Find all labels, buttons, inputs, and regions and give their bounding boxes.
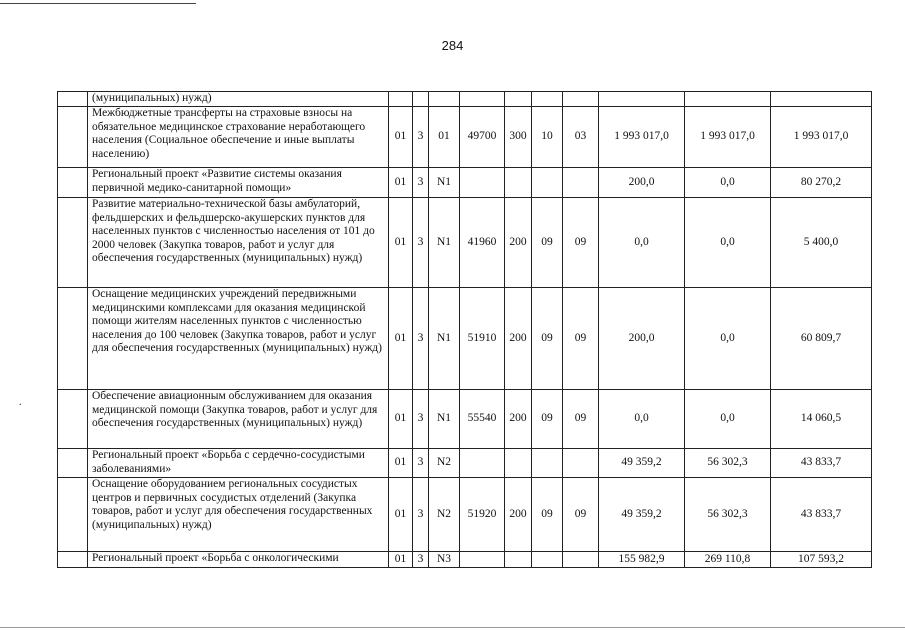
amount-cell: 0,0 <box>685 198 771 288</box>
code-cell <box>460 92 505 107</box>
table-row <box>58 449 872 478</box>
amount-cell: 0,0 <box>599 390 685 449</box>
description-cell: Оснащение оборудованием региональных сосудистых центров и первичных сосудистых отделений (Закупка товаров, работ и услуг для обеспечения государственных (муниципальных) нужд) <box>88 478 389 552</box>
code-cell <box>563 449 599 478</box>
code-cell <box>532 552 563 568</box>
table-row <box>58 478 872 552</box>
code-cell <box>563 168 599 198</box>
code-cell <box>460 449 505 478</box>
code-cell: 3 <box>413 390 429 449</box>
code-cell: 3 <box>413 198 429 288</box>
code-cell: 09 <box>532 198 563 288</box>
table-row <box>58 198 872 288</box>
number-cell <box>58 168 88 198</box>
code-cell <box>532 168 563 198</box>
amount-cell <box>685 92 771 107</box>
amount-cell: 200,0 <box>599 288 685 390</box>
table-row <box>58 552 872 568</box>
code-cell: N2 <box>429 449 460 478</box>
code-cell: 200 <box>505 288 532 390</box>
code-cell: 01 <box>389 552 413 568</box>
description-cell: Обеспечение авиационным обслуживанием для оказания медицинской помощи (Закупка товаров, работ и услуг для обеспечения государственных (муниципальных) нужд) <box>88 390 389 449</box>
amount-cell <box>599 92 685 107</box>
code-cell: 03 <box>563 107 599 168</box>
code-cell: 01 <box>389 198 413 288</box>
number-cell <box>58 390 88 449</box>
code-cell <box>389 92 413 107</box>
budget-table <box>57 91 872 568</box>
code-cell: 09 <box>563 288 599 390</box>
amount-cell: 107 593,2 <box>771 552 872 568</box>
code-cell <box>460 168 505 198</box>
code-cell <box>563 552 599 568</box>
table-row <box>58 107 872 168</box>
amount-cell: 56 302,3 <box>685 478 771 552</box>
code-cell: 01 <box>389 107 413 168</box>
number-cell <box>58 92 88 107</box>
code-cell: 3 <box>413 107 429 168</box>
number-cell <box>58 449 88 478</box>
code-cell: N1 <box>429 288 460 390</box>
page-number: 284 <box>441 38 464 53</box>
code-cell: 09 <box>532 288 563 390</box>
table-row <box>58 288 872 390</box>
code-cell: N1 <box>429 198 460 288</box>
code-cell <box>429 92 460 107</box>
description-cell: Оснащение медицинских учреждений передвижными медицинскими комплексами для оказания медицинской помощи жителям населенных пунктов с численностью населения до 100 человек (Закупка товаров, работ и услуг для обеспечения государственных (муниципальных) нужд) <box>88 288 389 390</box>
code-cell: 01 <box>389 168 413 198</box>
amount-cell: 60 809,7 <box>771 288 872 390</box>
code-cell: 300 <box>505 107 532 168</box>
description-cell: Развитие материально-технической базы амбулаторий, фельдшерских и фельдшерско-акушерских пунктов для населенных пунктов с численностью населения от 101 до 2000 человек (Закупка товаров, работ и услуг для обеспечения государственных (муниципальных) нужд) <box>88 198 389 288</box>
description-cell: Региональный проект «Борьба с сердечно-сосудистыми заболеваниями» <box>88 449 389 478</box>
table-row <box>58 168 872 198</box>
code-cell <box>505 449 532 478</box>
amount-cell: 43 833,7 <box>771 449 872 478</box>
code-cell <box>532 92 563 107</box>
amount-cell: 0,0 <box>685 390 771 449</box>
table-row <box>58 390 872 449</box>
description-cell: Межбюджетные трансферты на страховые взносы на обязательное медицинское страхование неработающего населения (Социальное обеспечение и иные выплаты населению) <box>88 107 389 168</box>
amount-cell: 49 359,2 <box>599 478 685 552</box>
code-cell: N2 <box>429 478 460 552</box>
code-cell: 09 <box>563 390 599 449</box>
amount-cell: 14 060,5 <box>771 390 872 449</box>
code-cell <box>505 552 532 568</box>
amount-cell: 0,0 <box>685 168 771 198</box>
amount-cell: 1 993 017,0 <box>599 107 685 168</box>
code-cell: 55540 <box>460 390 505 449</box>
code-cell: 09 <box>563 198 599 288</box>
amount-cell: 49 359,2 <box>599 449 685 478</box>
description-cell: Региональный проект «Борьба с онкологическими <box>88 552 389 568</box>
number-cell <box>58 288 88 390</box>
amount-cell: 80 270,2 <box>771 168 872 198</box>
amount-cell: 5 400,0 <box>771 198 872 288</box>
code-cell <box>532 449 563 478</box>
margin-mark: . <box>19 397 22 408</box>
number-cell <box>58 198 88 288</box>
code-cell <box>505 92 532 107</box>
code-cell: 51920 <box>460 478 505 552</box>
code-cell <box>505 168 532 198</box>
amount-cell: 200,0 <box>599 168 685 198</box>
amount-cell: 0,0 <box>685 288 771 390</box>
description-cell: (муниципальных) нужд) <box>88 92 389 107</box>
number-cell <box>58 107 88 168</box>
code-cell <box>460 552 505 568</box>
code-cell: 3 <box>413 478 429 552</box>
code-cell: 200 <box>505 198 532 288</box>
code-cell: 51910 <box>460 288 505 390</box>
amount-cell: 1 993 017,0 <box>685 107 771 168</box>
number-cell <box>58 478 88 552</box>
amount-cell <box>771 92 872 107</box>
amount-cell: 155 982,9 <box>599 552 685 568</box>
top-rule <box>0 3 196 4</box>
code-cell: 01 <box>389 390 413 449</box>
code-cell: 01 <box>429 107 460 168</box>
bottom-rule <box>0 627 905 628</box>
amount-cell: 43 833,7 <box>771 478 872 552</box>
code-cell: 41960 <box>460 198 505 288</box>
code-cell: N1 <box>429 168 460 198</box>
code-cell: 3 <box>413 168 429 198</box>
code-cell: 01 <box>389 449 413 478</box>
code-cell: 200 <box>505 478 532 552</box>
code-cell <box>413 92 429 107</box>
amount-cell: 0,0 <box>599 198 685 288</box>
code-cell: 3 <box>413 288 429 390</box>
code-cell: 10 <box>532 107 563 168</box>
amount-cell: 56 302,3 <box>685 449 771 478</box>
code-cell: N3 <box>429 552 460 568</box>
code-cell: 49700 <box>460 107 505 168</box>
code-cell: 01 <box>389 288 413 390</box>
code-cell: 200 <box>505 390 532 449</box>
code-cell: N1 <box>429 390 460 449</box>
code-cell: 3 <box>413 552 429 568</box>
code-cell: 09 <box>532 478 563 552</box>
code-cell <box>563 92 599 107</box>
code-cell: 3 <box>413 449 429 478</box>
amount-cell: 269 110,8 <box>685 552 771 568</box>
code-cell: 01 <box>389 478 413 552</box>
amount-cell: 1 993 017,0 <box>771 107 872 168</box>
number-cell <box>58 552 88 568</box>
table-row <box>58 92 872 107</box>
code-cell: 09 <box>563 478 599 552</box>
description-cell: Региональный проект «Развитие системы оказания первичной медико-санитарной помощи» <box>88 168 389 198</box>
code-cell: 09 <box>532 390 563 449</box>
